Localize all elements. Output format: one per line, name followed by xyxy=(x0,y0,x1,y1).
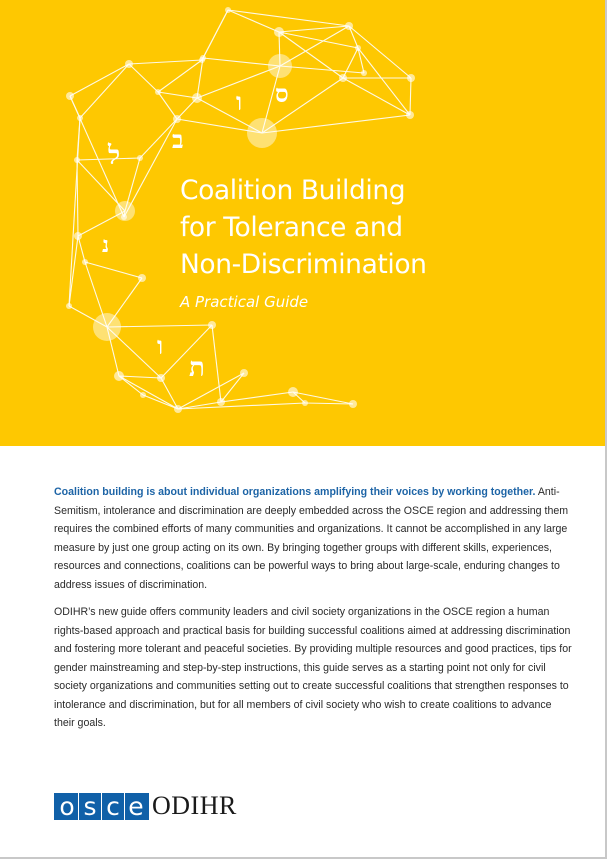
network-node xyxy=(339,74,347,82)
network-edge xyxy=(158,92,197,98)
network-node xyxy=(199,57,205,63)
network-node xyxy=(217,398,225,406)
osce-logo-box xyxy=(54,793,149,820)
hebrew-letter-samekh: ס xyxy=(275,79,289,108)
hebrew-letter-nun: נ xyxy=(102,232,110,258)
odihr-wordmark: ODIHR xyxy=(152,791,237,820)
hebrew-letter-tav: ת xyxy=(189,353,205,383)
network-edge xyxy=(124,119,177,217)
network-edge xyxy=(202,10,228,60)
osce-odihr-logo xyxy=(54,791,237,821)
network-node xyxy=(74,232,82,240)
network-edge xyxy=(221,392,293,402)
network-edge xyxy=(358,48,410,115)
network-node xyxy=(155,89,161,95)
network-node xyxy=(268,54,292,78)
network-edge xyxy=(343,78,410,115)
network-edge xyxy=(158,92,177,119)
network-edge xyxy=(80,64,129,118)
guide-paragraph: ODIHR’s new guide offers community leaders and civil society organizations in the OSCE region a human rights-based approach and practical basis for building successful coalitions aimed at addressing discrimination and fostering more tolerant and peaceful societies. By providing multiple resources and good practices, tips for gender mainstreaming and step-by-step instructions, this guide serves as a starting point not only for civil society organizations and communities setting out to create successful coalitions that strengthen responses to intolerance and discrimination, but for all members of civil society who wish to create coalitions to advance their goals. xyxy=(54,606,572,729)
network-edge xyxy=(410,78,411,115)
network-node xyxy=(157,374,165,382)
network-node xyxy=(288,387,298,397)
network-edge xyxy=(279,26,349,32)
hebrew-letter-bet: ב xyxy=(172,125,184,154)
network-node xyxy=(349,400,357,408)
network-node xyxy=(355,45,361,51)
network-edge xyxy=(85,262,142,278)
network-node xyxy=(66,303,72,309)
intro-body: Anti-Semitism, intolerance and discrimination are deeply embedded across the OSCE region and addressing them requires the combined efforts of many communities and organizations. It cannot be accomplished in any large measure by just one group acting on its own. By bringing together groups with different skills, experiences, resources and connections, coalitions can be powerful ways to bring about large-scale, enduring changes to address issues of discrimination. xyxy=(54,486,569,591)
hebrew-letter-lamed: ל xyxy=(108,141,121,171)
network-edge xyxy=(119,376,161,378)
network-node xyxy=(361,70,367,76)
cover-title-block xyxy=(180,172,427,311)
osce-letter-o: o xyxy=(56,793,79,820)
network-node xyxy=(274,27,284,37)
network-node xyxy=(115,201,135,221)
network-edge xyxy=(158,60,202,92)
subtitle: A Practical Guide xyxy=(180,293,309,311)
network-edge xyxy=(69,118,80,306)
network-edge xyxy=(107,325,212,327)
network-node xyxy=(114,371,124,381)
osce-letter-e: e xyxy=(128,791,144,821)
network-node xyxy=(302,400,308,406)
network-node xyxy=(77,115,83,121)
network-edge xyxy=(221,373,244,402)
network-node xyxy=(173,115,181,123)
network-node xyxy=(137,155,143,161)
network-node xyxy=(406,111,414,119)
network-edge xyxy=(129,60,202,64)
network-node xyxy=(345,22,353,30)
intro-lead: Coalition building is about individual organizations amplifying their voices by working together. xyxy=(54,486,536,498)
title-line-2: for Tolerance and xyxy=(180,212,403,243)
network-node xyxy=(208,321,216,329)
network-edge xyxy=(212,325,221,402)
network-node xyxy=(240,369,248,377)
title-line-1: Coalition Building xyxy=(180,175,406,206)
network-edge xyxy=(349,26,411,78)
network-node xyxy=(138,274,146,282)
network-node xyxy=(66,92,74,100)
network-node xyxy=(225,7,231,13)
network-node xyxy=(192,93,202,103)
network-node xyxy=(74,157,80,163)
intro-paragraph xyxy=(54,483,574,594)
hebrew-letter-vav-2: ו xyxy=(157,331,164,360)
network-edge xyxy=(197,58,203,98)
network-edge xyxy=(280,66,364,73)
network-node xyxy=(407,74,415,82)
network-node xyxy=(140,392,146,398)
network-edge xyxy=(305,403,353,404)
network-node xyxy=(247,118,277,148)
title-line-3: Non-Discrimination xyxy=(180,249,427,280)
network-node xyxy=(93,313,121,341)
network-node xyxy=(174,405,182,413)
network-edge xyxy=(78,236,85,262)
osce-letter-c: c xyxy=(102,793,125,820)
network-node xyxy=(125,60,133,68)
network-edge xyxy=(293,392,353,404)
osce-letter-s: s xyxy=(79,793,102,820)
network-edge xyxy=(143,395,178,409)
network-edge xyxy=(69,236,78,306)
network-node xyxy=(82,259,88,265)
network-edge xyxy=(343,48,358,78)
network-edge xyxy=(70,64,129,96)
hebrew-letter-vav: ו xyxy=(236,87,243,116)
network-edge xyxy=(129,64,158,92)
